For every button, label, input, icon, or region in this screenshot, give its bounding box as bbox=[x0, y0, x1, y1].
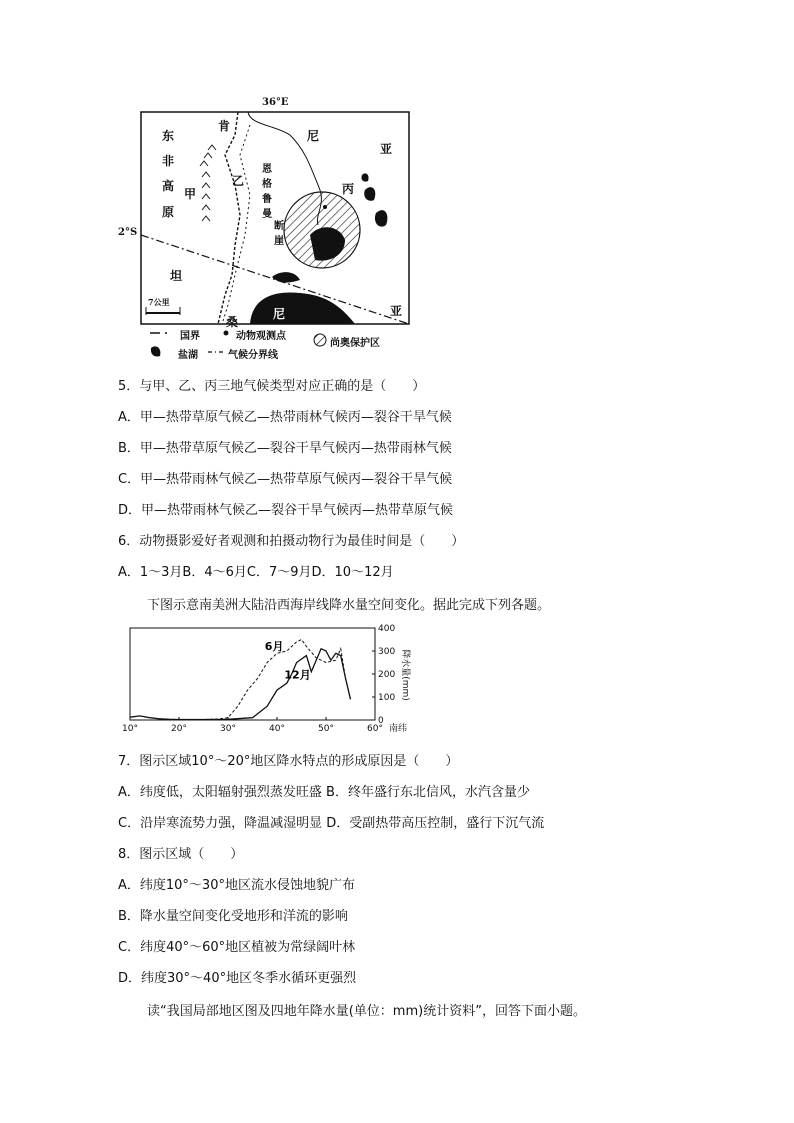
map-label-ken: 肯 bbox=[218, 119, 231, 133]
question-6-stem: 6．动物摄影爱好者观测和拍摄动物行为最佳时间是（ ） bbox=[118, 534, 465, 549]
map-label-ni: 尼 bbox=[307, 129, 320, 143]
question-6-options: A．1～3月B．4～6月C．7～9月D．10～12月 bbox=[118, 565, 394, 580]
plot-frame bbox=[130, 628, 375, 720]
rift-label-6: 崖 bbox=[274, 236, 284, 247]
question-5-option-d: D．甲—热带雨林气候乙—裂谷干旱气候丙—热带草原气候 bbox=[118, 503, 454, 518]
rift-label-3: 鲁 bbox=[262, 194, 272, 205]
question-8-option-a: A．纬度10°～30°地区流水侵蚀地貌广布 bbox=[118, 878, 355, 893]
series-line-0 bbox=[130, 640, 351, 721]
question-8-stem: 8．图示区域（ ） bbox=[118, 847, 244, 862]
map-label-fei: 非 bbox=[162, 154, 175, 168]
map-drawing bbox=[140, 95, 410, 325]
y-tick-label: 400 bbox=[378, 624, 396, 634]
x-tick-label: 40° bbox=[269, 724, 285, 734]
map-label-yuan: 原 bbox=[162, 205, 175, 219]
question-8-option-c: C．纬度40°～60°地区植被为常绿阔叶林 bbox=[118, 940, 356, 955]
map-label-yi: 乙 bbox=[232, 174, 245, 188]
question-5-option-a: A．甲—热带草原气候乙—热带雨林气候丙—裂谷干旱气候 bbox=[118, 410, 452, 425]
rift-label-5: 断 bbox=[274, 221, 284, 232]
map-label-bing: 丙 bbox=[342, 182, 355, 196]
intro-paragraph-3: 读“我国局部地区图及四地年降水量(单位：mm)统计资料”，回答下面小题。 bbox=[147, 1004, 586, 1019]
legend-climate-line: 气候分界线 bbox=[228, 350, 278, 361]
x-tick-label: 30° bbox=[220, 724, 236, 734]
rift-valley-map bbox=[118, 95, 410, 329]
scale-label: 7公里 bbox=[148, 297, 170, 307]
x-tick-label: 10° bbox=[122, 724, 138, 734]
intro-paragraph-2: 下图示意南美洲大陆沿西海岸线降水量空间变化。据此完成下列各题。 bbox=[147, 598, 551, 613]
y-axis-label: 降水量(mm) bbox=[400, 649, 410, 701]
series-label-0: 6月 bbox=[264, 639, 284, 653]
series-line-1 bbox=[130, 649, 351, 720]
map-label-jia: 甲 bbox=[184, 187, 197, 201]
y-tick-label: 200 bbox=[378, 670, 396, 680]
map-label-ya: 亚 bbox=[380, 142, 393, 156]
legend-salt-lake: 盐湖 bbox=[178, 350, 198, 361]
question-7-stem: 7．图示区域10°～20°地区降水特点的形成原因是（ ） bbox=[118, 754, 459, 769]
map-label-ni2: 尼 bbox=[273, 307, 286, 321]
x-axis-label: 南纬 bbox=[389, 724, 408, 734]
latitude-label: 2°S bbox=[118, 227, 138, 238]
question-8-option-b: B．降水量空间变化受地形和洋流的影响 bbox=[118, 909, 348, 924]
question-5-option-c: C．甲—热带雨林气候乙—热带草原气候丙—裂谷干旱气候 bbox=[118, 472, 453, 487]
rift-label-2: 格 bbox=[262, 179, 272, 190]
map-label-ya2: 亚 bbox=[390, 304, 403, 318]
y-tick-label: 100 bbox=[378, 693, 396, 703]
map-label-east: 东 bbox=[162, 129, 175, 143]
map-legend bbox=[148, 326, 418, 362]
rift-label-1: 恩 bbox=[262, 164, 272, 175]
rift-label-4: 曼 bbox=[262, 209, 272, 220]
x-tick-label: 60° bbox=[367, 724, 383, 734]
map-label-tan: 坦 bbox=[170, 269, 183, 283]
map-label-sang: 桑 bbox=[226, 315, 239, 329]
question-7-options-cd: C．沿岸寒流势力强，降温减湿明显 D．受副热带高压控制，盛行下沉气流 bbox=[118, 816, 545, 831]
y-tick-label: 300 bbox=[378, 647, 396, 657]
legend-observation-point: 动物观测点 bbox=[236, 331, 286, 342]
precipitation-chart bbox=[118, 620, 418, 738]
y-tick-label: 0 bbox=[378, 716, 384, 726]
longitude-label: 36°E bbox=[262, 97, 289, 108]
question-5-stem: 5．与甲、乙、丙三地气候类型对应正确的是（ ） bbox=[118, 379, 426, 394]
series-label-1: 12月 bbox=[284, 668, 311, 682]
question-8-option-d: D．纬度30°～40°地区冬季水循环更强烈 bbox=[118, 971, 357, 986]
legend-border: 国界 bbox=[180, 331, 200, 342]
question-7-options-ab: A．纬度低，太阳辐射强烈蒸发旺盛 B．终年盛行东北信风，水汽含量少 bbox=[118, 785, 530, 800]
x-tick-label: 20° bbox=[171, 724, 187, 734]
question-5-option-b: B．甲—热带草原气候乙—裂谷干旱气候丙—热带雨林气候 bbox=[118, 441, 452, 456]
x-tick-label: 50° bbox=[318, 724, 334, 734]
legend-reserve: 尚奥保护区 bbox=[330, 338, 380, 349]
map-label-gao: 高 bbox=[162, 179, 175, 193]
